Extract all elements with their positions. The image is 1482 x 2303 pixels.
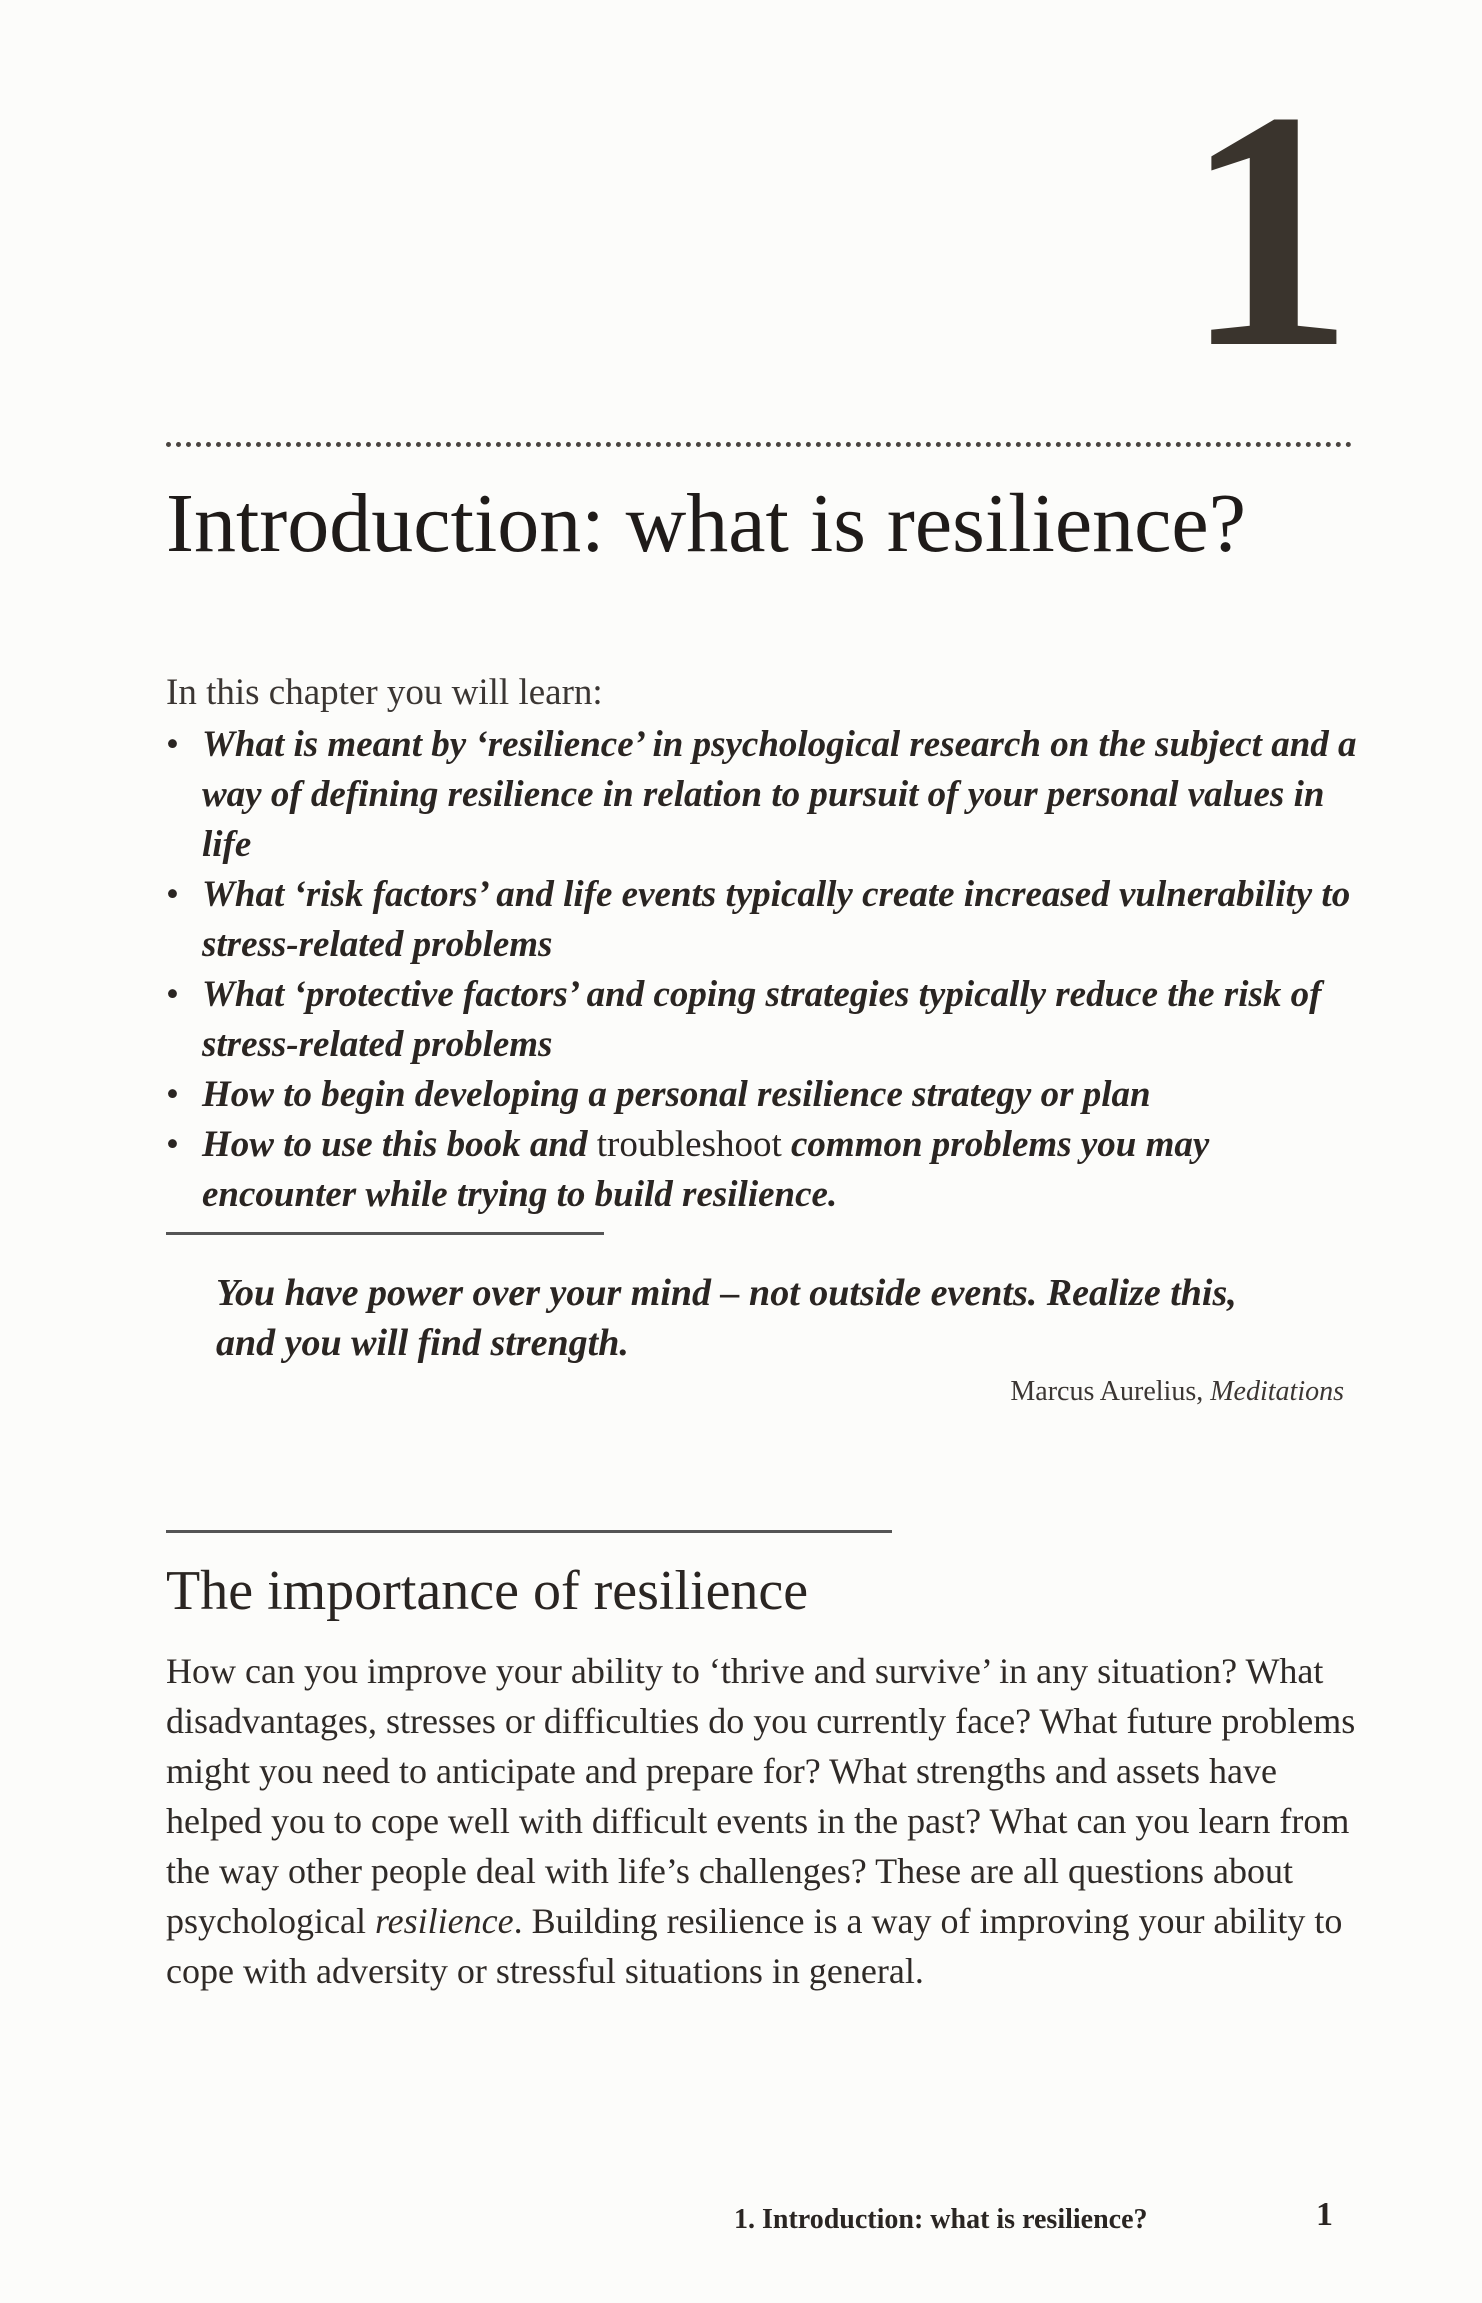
objective-item (166, 1120, 1366, 1220)
body-text: . Building resilience is a way of improving your ability to cope with adversity or stressful situations in general. (166, 1901, 1343, 1991)
objectives-list (166, 720, 1366, 1220)
objective-text: What is meant by ‘resilience’ in psychological research on the subject and a way of defining resilience in relation to pursuit of your personal values in life (202, 724, 1357, 865)
body-text: How can you improve your ability to ‘thrive and survive’ in any situation? What disadvantages, stresses or difficulties do you currently face? What future problems might you need to anticipate and prepare for? What strengths and assets have helped you to cope well with difficult events in the past? What can you learn from the way other people deal with life’s challenges? These are all questions about psychological (166, 1651, 1356, 1941)
dotted-divider (166, 442, 1352, 447)
epigraph-quote: You have power over your mind – not outside events. Realize this, and you will find strength. (216, 1272, 1237, 1364)
objective-item (166, 870, 1366, 970)
objective-text-part: How to use this book and (202, 1124, 588, 1165)
running-footer: 1. Introduction: what is resilience? (734, 2204, 1148, 2235)
section-body (166, 1646, 1358, 1996)
objective-text: What ‘protective factors’ and coping strategies typically reduce the risk of stress-related problems (202, 974, 1322, 1065)
chapter-title: Introduction: what is resilience? (166, 477, 1246, 570)
epigraph-source (1010, 1376, 1344, 1408)
bullet-icon: • (166, 974, 179, 1015)
objective-text-part: common problems you may encounter while trying to build resilience. (202, 1124, 1210, 1215)
objective-text: What ‘risk factors’ and life events typically create increased vulnerability to stress-related problems (202, 874, 1351, 965)
objective-text-roman: troubleshoot (596, 1124, 782, 1165)
page-number: 1 (1316, 2196, 1333, 2233)
objectives-divider (166, 1232, 604, 1235)
objective-item (166, 1070, 1366, 1120)
objective-item (166, 720, 1366, 870)
bullet-icon: • (166, 724, 179, 765)
epigraph-work: Meditations (1210, 1376, 1344, 1407)
body-emphasis: resilience (374, 1901, 514, 1941)
objective-text: How to begin developing a personal resilience strategy or plan (202, 1074, 1151, 1115)
bullet-icon: • (166, 874, 179, 915)
epigraph-author: Marcus Aurelius, (1010, 1376, 1204, 1407)
section-divider (166, 1530, 892, 1533)
learning-objectives (166, 668, 1366, 1220)
bullet-icon: • (166, 1074, 179, 1115)
chapter-number: 1 (1184, 41, 1344, 418)
objectives-intro: In this chapter you will learn: (166, 672, 603, 713)
section-title: The importance of resilience (166, 1560, 809, 1622)
bullet-icon: • (166, 1124, 179, 1165)
objective-item (166, 970, 1366, 1070)
